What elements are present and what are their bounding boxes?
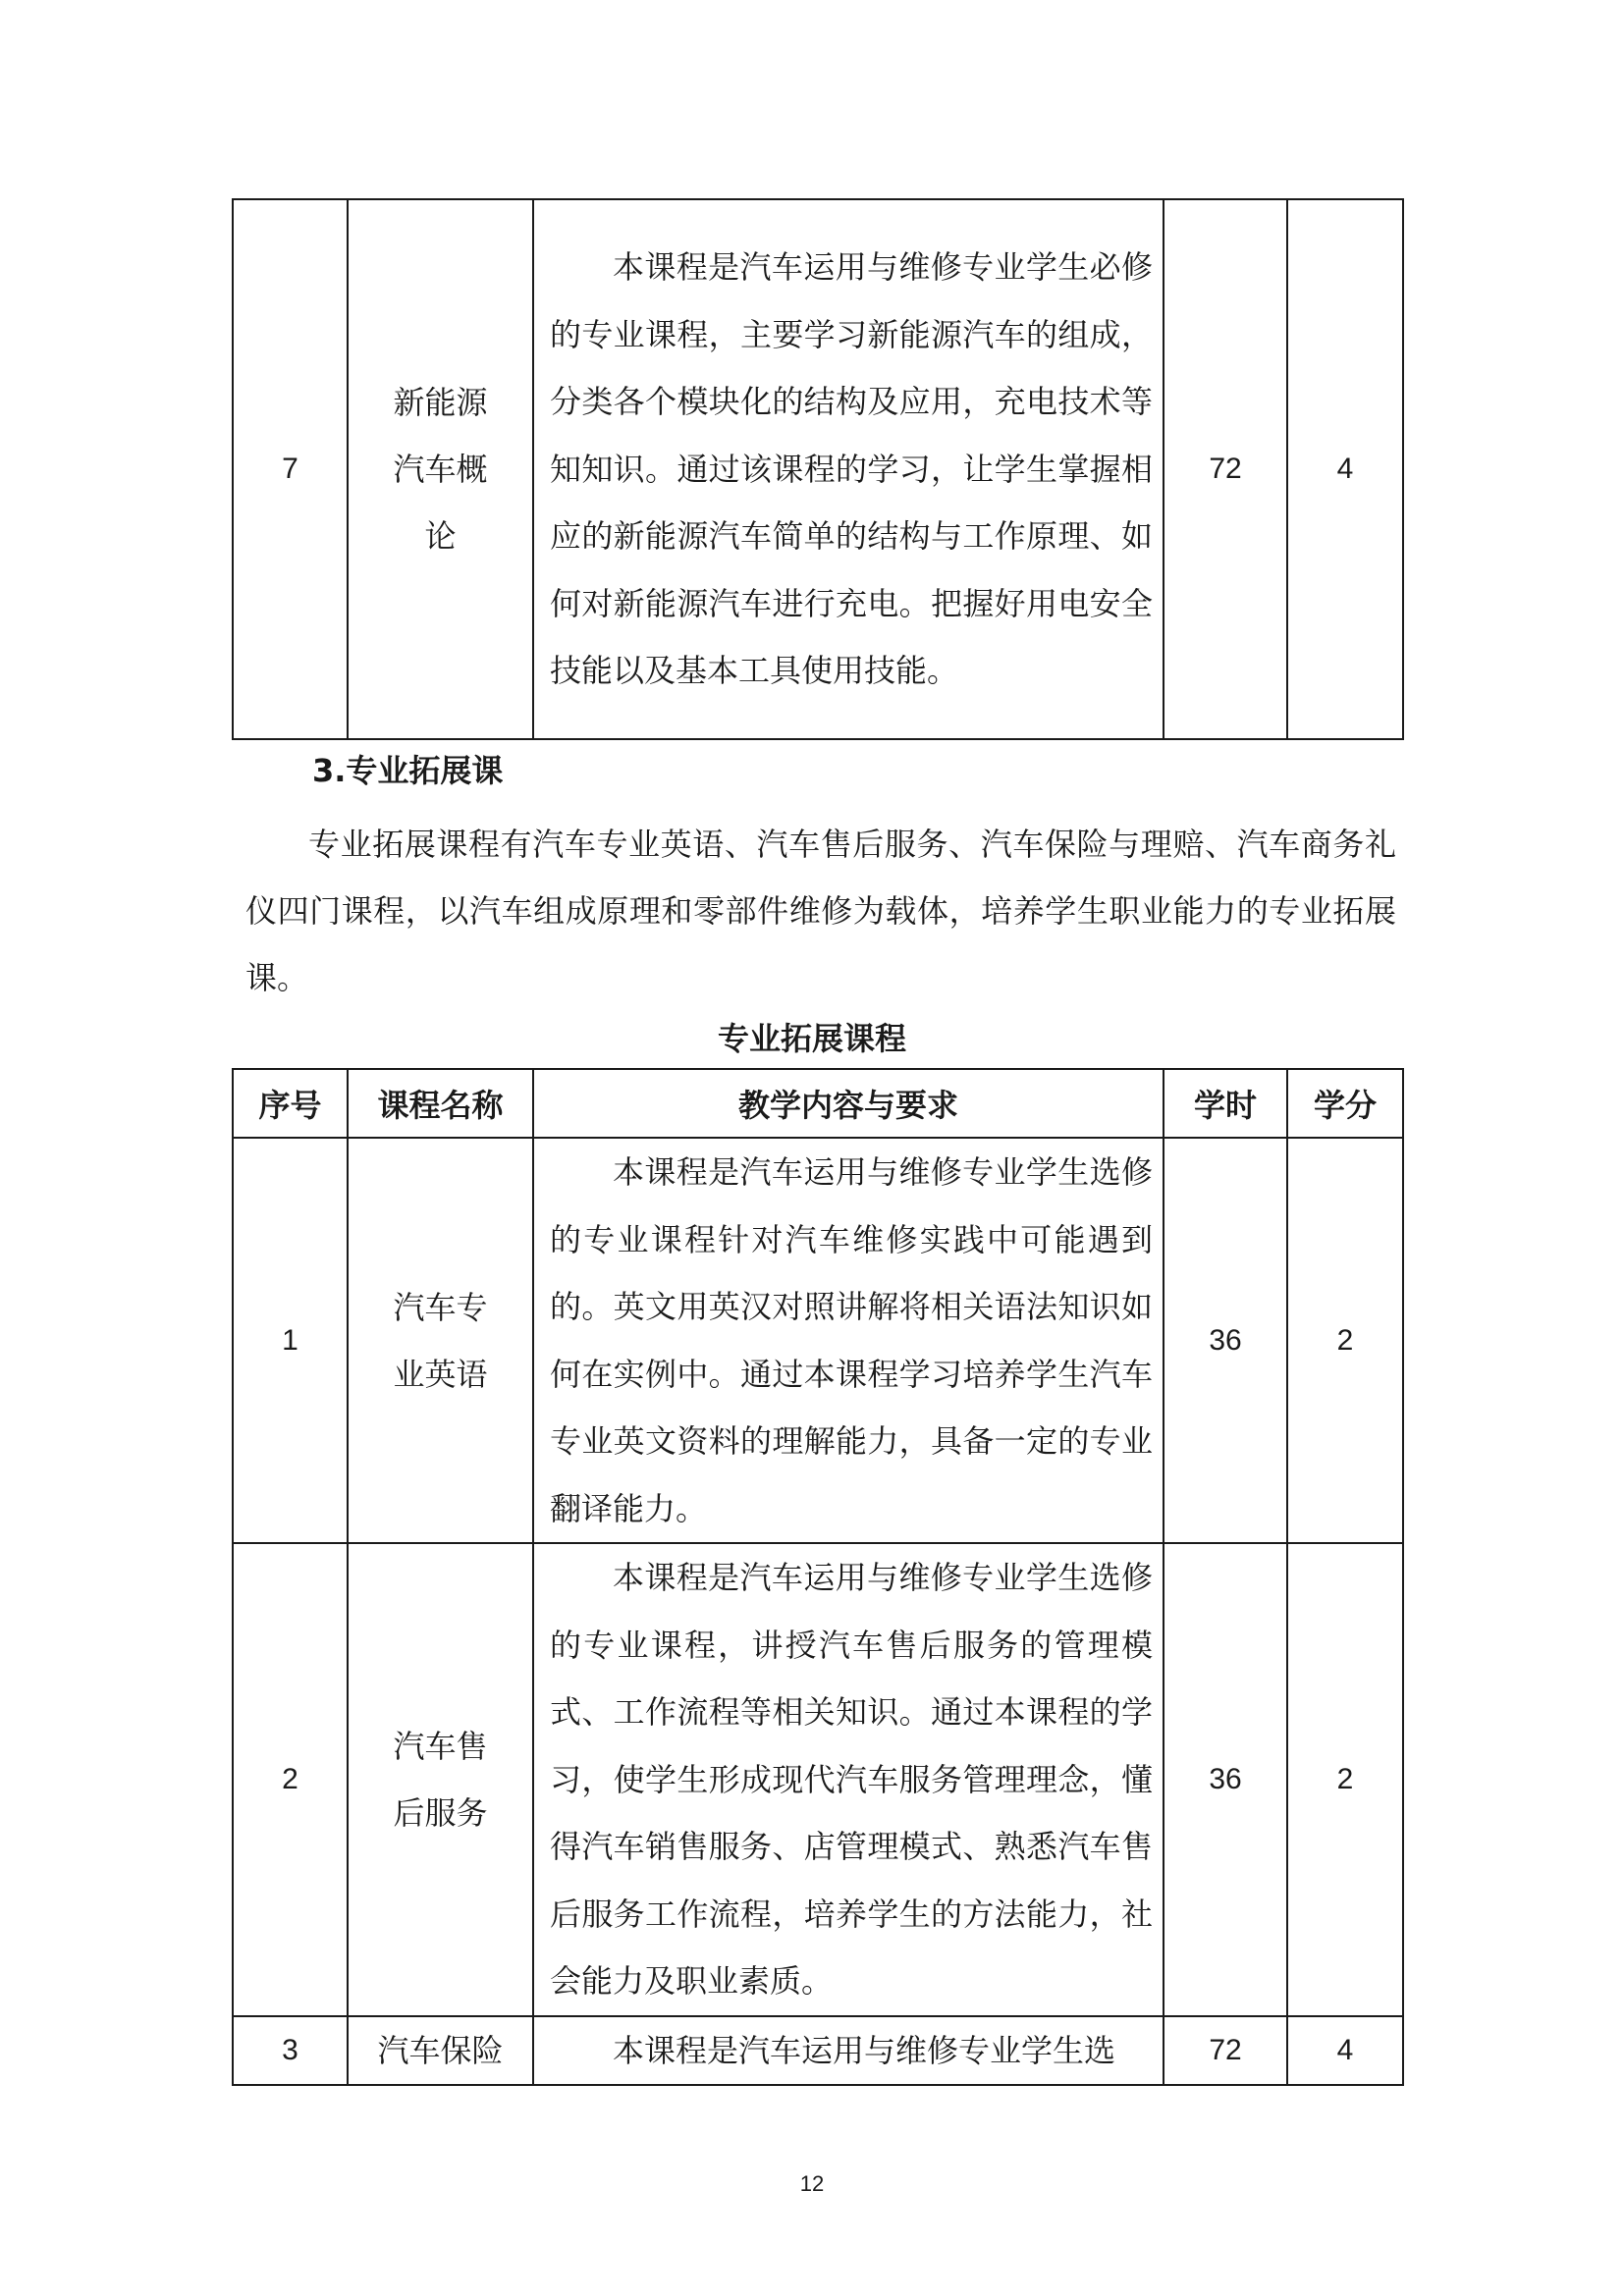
course-description: 本课程是汽车运用与维修专业学生必修的专业课程，主要学习新能源汽车的组成，分类各个模块化的结构及应用，充电技术等知知识。通过该课程的学习，让学生掌握相应的新能源汽车简单的结构与工作原理、如何对新能源汽车进行充电。把握好用电安全技能以及基本工具使用技能。 bbox=[533, 199, 1164, 739]
course-description: 本课程是汽车运用与维修专业学生选修的专业课程针对汽车维修实践中可能遇到的。英文用英汉对照讲解将相关语法知识如何在实例中。通过本课程学习培养学生汽车专业英文资料的理解能力，具备一定的专业翻译能力。 bbox=[533, 1138, 1164, 1543]
section-heading: 3.专业拓展课 bbox=[312, 752, 504, 789]
course-name: 汽车售后服务 bbox=[393, 1727, 488, 1832]
course-number: 2 bbox=[233, 1543, 348, 2016]
table-header-row bbox=[233, 1069, 1403, 1138]
section-paragraph: 专业拓展课程有汽车专业英语、汽车售后服务、汽车保险与理赔、汽车商务礼仪四门课程，以汽车组成原理和零部件维修为载体，培养学生职业能力的专业拓展课。 bbox=[245, 826, 1396, 996]
course-description: 本课程是汽车运用与维修专业学生选修的专业课程，讲授汽车售后服务的管理模式、工作流程等相关知识。通过本课程的学习，使学生形成现代汽车服务管理理念，懂得汽车销售服务、店管理模式、熟悉汽车售后服务工作流程，培养学生的方法能力，社会能力及职业素质。 bbox=[533, 1543, 1164, 2016]
course-hours: 36 bbox=[1164, 1138, 1287, 1543]
course-name-cell bbox=[348, 1138, 533, 1543]
header-number: 序号 bbox=[233, 1069, 348, 1138]
course-name: 汽车保险 bbox=[377, 2031, 504, 2069]
course-description: 本课程是汽车运用与维修专业学生选 bbox=[533, 2016, 1164, 2086]
course-name: 新能源汽车概论 bbox=[393, 384, 488, 555]
table-row bbox=[233, 199, 1403, 739]
extension-course-table bbox=[232, 1068, 1404, 2086]
course-credits: 2 bbox=[1287, 1138, 1403, 1543]
page-number: 12 bbox=[799, 2171, 825, 2196]
course-number: 3 bbox=[233, 2016, 348, 2086]
table-row bbox=[233, 2016, 1403, 2086]
course-hours: 72 bbox=[1164, 2016, 1287, 2086]
header-credits: 学分 bbox=[1287, 1069, 1403, 1138]
course-hours: 72 bbox=[1164, 199, 1287, 739]
table-caption: 专业拓展课程 bbox=[717, 1020, 906, 1057]
course-credits: 4 bbox=[1287, 2016, 1403, 2086]
header-course-name: 课程名称 bbox=[348, 1069, 533, 1138]
course-name: 汽车专业英语 bbox=[393, 1288, 488, 1393]
course-hours: 36 bbox=[1164, 1543, 1287, 2016]
course-name-cell bbox=[348, 199, 533, 739]
table-row bbox=[233, 1543, 1403, 2016]
core-course-table-continued bbox=[232, 198, 1404, 740]
course-credits: 4 bbox=[1287, 199, 1403, 739]
header-content: 教学内容与要求 bbox=[533, 1069, 1164, 1138]
course-number: 7 bbox=[233, 199, 348, 739]
course-credits: 2 bbox=[1287, 1543, 1403, 2016]
course-number: 1 bbox=[233, 1138, 348, 1543]
course-name-cell bbox=[348, 1543, 533, 2016]
table-row bbox=[233, 1138, 1403, 1543]
header-hours: 学时 bbox=[1164, 1069, 1287, 1138]
course-name-cell bbox=[348, 2016, 533, 2086]
